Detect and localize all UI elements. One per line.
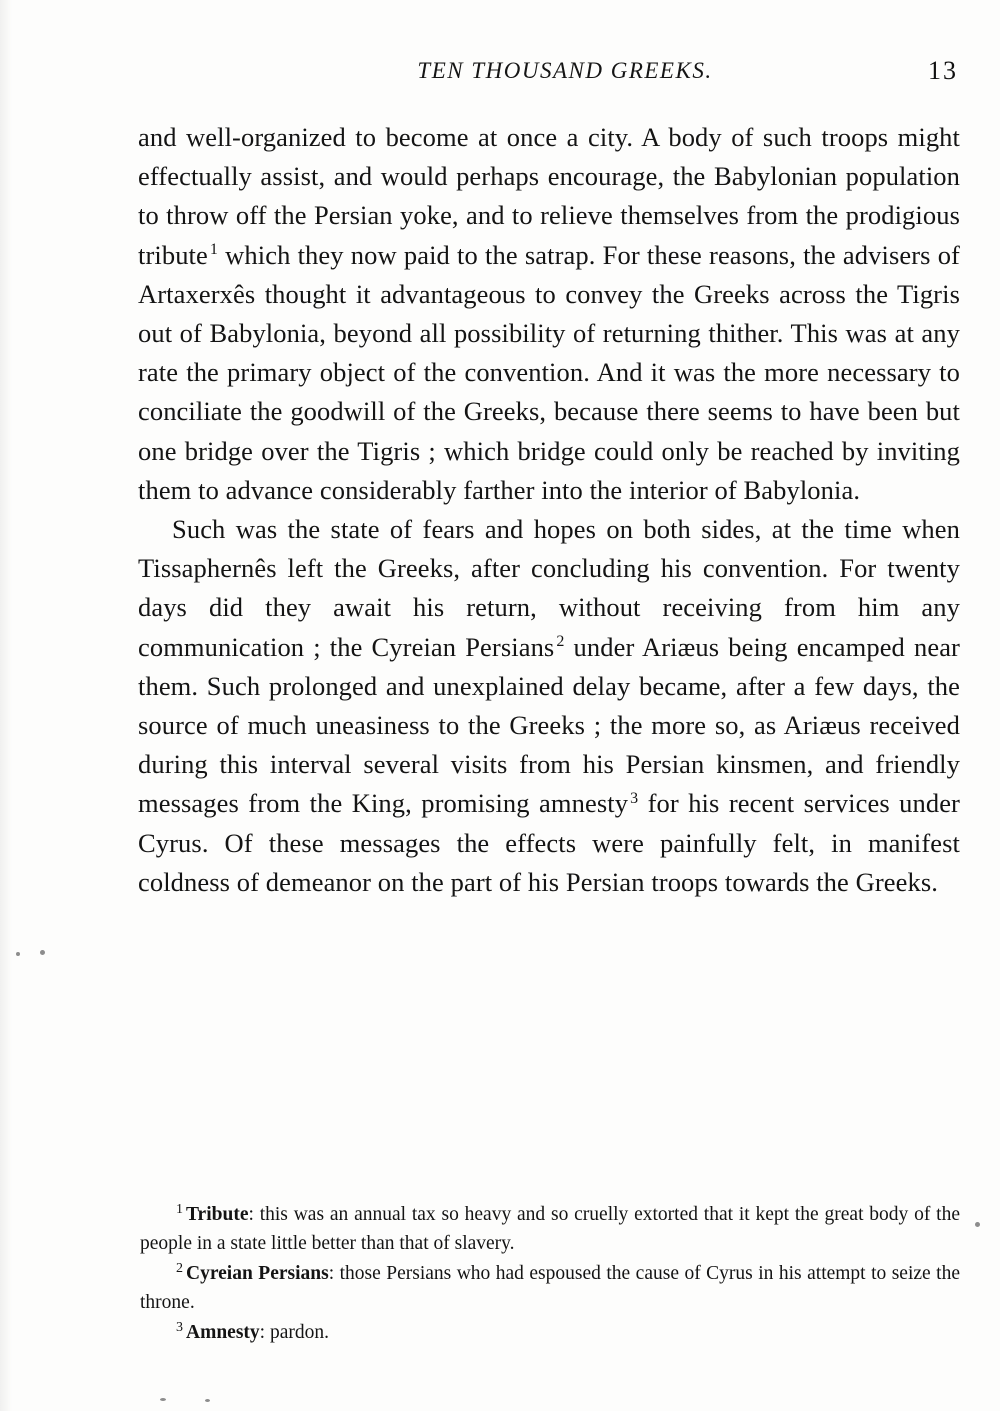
footnote-term: Cyreian Persians [186,1263,329,1284]
footnote-block [140,1200,960,1348]
scan-speck [160,1398,166,1401]
footnote-item [140,1318,960,1347]
scan-speck [40,950,45,955]
paragraph-text-cont: for his recent services under Cyrus. Of these messages the effects were painfully felt, in manifest coldness of demeanor on the part of his Persian troops towards the Greeks. [138,788,960,897]
page-header [140,58,960,92]
footnote-marker: 3 [176,1319,183,1335]
paragraph [138,118,960,510]
footnote-separator: : [248,1204,254,1225]
footnote-ref-1[interactable]: 1 [209,240,218,258]
running-title: TEN THOUSAND GREEKS. [417,58,713,83]
page-edge-shading [0,0,12,1411]
footnote-text: those Persians who had espoused the cause of Cyrus in his attempt to seize the throne. [140,1263,960,1313]
footnote-separator: : [259,1322,266,1343]
scan-speck [16,952,20,956]
body-text [138,118,960,902]
footnote-marker: 2 [176,1260,183,1276]
footnote-term: Amnesty [186,1322,260,1343]
footnote-ref-2[interactable]: 2 [556,632,565,650]
scan-speck [205,1399,210,1402]
paragraph [138,510,960,902]
footnote-term: Tribute [186,1204,249,1225]
paragraph-text: Such was the state of fears and hopes on both sides, at the time when Tissaphernês left the Greeks, after concluding his convention. For twenty days did they await his return, without receiving from him any communication ; the Cyreian Persians [138,514,960,662]
footnote-item [140,1259,960,1317]
scan-speck [975,1222,980,1227]
footnote-marker: 1 [176,1201,183,1217]
page-number: 13 [928,56,958,85]
footnote-item [140,1200,960,1258]
paragraph-text: and well-organized to become at once a city. A body of such troops might effectually assist, and would perhaps encourage, the Babylonian population to throw off the Persian yoke, and to relieve themselves from the prodigious tribute [138,122,960,270]
paragraph-text-cont: which they now paid to the satrap. For these reasons, the advisers of Artaxerxês thought it advantageous to convey the Greeks across the Tigris out of Babylonia, beyond all possibility of returning thither. This was at any rate the primary object of the convention. And it was the more necessary to conciliate the goodwill of the Greeks, because there seems to have been but one bridge over the Tigris ; which bridge could only be reached by inviting them to advance considerably farther into the interior of Babylonia. [138,239,960,505]
paragraph-text-cont: under Ariæus being encamped near them. Such prolonged and unexplained delay became, after a few days, the source of much uneasiness to the Greeks ; the more so, as Ariæus received during this interval several visits from his Persian kinsmen, and friendly messages from the King, promising amnesty [138,631,960,819]
footnote-text: pardon. [265,1322,329,1343]
footnote-separator: : [328,1263,335,1284]
footnote-text: this was an annual tax so heavy and so cruelly extorted that it kept the great body of the people in a state little better than that of slavery. [140,1204,960,1254]
footnote-ref-3[interactable]: 3 [630,789,639,807]
